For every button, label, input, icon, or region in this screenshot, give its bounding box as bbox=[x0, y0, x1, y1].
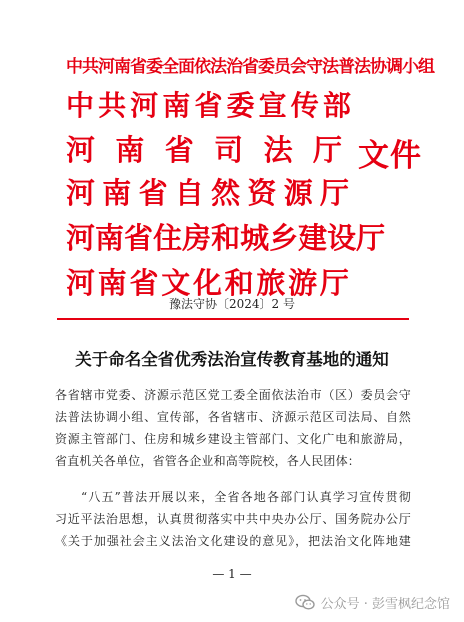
page-number: — 1 — bbox=[212, 567, 252, 581]
text-line: 《关于加强社会主义法治文化建设的意见》，把法治文化阵地建 bbox=[55, 534, 411, 548]
document-title: 关于命名全省优秀法治宣传教育基地的通知 bbox=[75, 350, 389, 369]
document-type-label: 文件 bbox=[358, 138, 422, 174]
issuer-line: 河 南 省 司 法 厅 bbox=[66, 133, 342, 167]
issuer-line: 河 南 省 文 化 和 旅 游 厅 bbox=[66, 266, 349, 300]
issuer-line: 河 南 省 住 房 和 城 乡 建 设 厅 bbox=[66, 221, 386, 255]
document-number: 豫法守协〔2024〕2 号 bbox=[169, 297, 295, 311]
issuer-line: 中 共 河 南 省 委 宣 传 部 bbox=[66, 89, 351, 122]
red-divider bbox=[57, 318, 409, 320]
text-line: 资源主管部门、住房和城乡建设主管部门、文化广电和旅游局， bbox=[55, 432, 411, 446]
watermark bbox=[295, 593, 450, 612]
text-line: 法普法协调小组、宣传部，各省辖市、济源示范区司法局、自然 bbox=[55, 410, 411, 424]
wechat-icon bbox=[295, 594, 315, 611]
issuer-line: 河 南 省 自 然 资 源 厅 bbox=[66, 176, 349, 210]
text-line: 各省辖市党委、济源示范区党工委全面依法治市（区）委员会守 bbox=[55, 388, 411, 402]
text-line: 省直机关各单位，省管各企业和高等院校，各人民团体： bbox=[55, 454, 361, 468]
watermark-text: 公众号 · 彭雪枫纪念馆 bbox=[320, 597, 450, 612]
issuer-line: 中 共 河 南 省 委 全 面 依 法 治 省 委 员 会 守 法 普 法 协 调 小 组 bbox=[66, 57, 434, 77]
text-line: 习近平法治思想，认真贯彻落实中共中央办公厅、国务院办公厅 bbox=[55, 512, 411, 526]
text-line: “八五”普法开展以来，全省各地各部门认真学习宣传贯彻 bbox=[81, 490, 411, 504]
